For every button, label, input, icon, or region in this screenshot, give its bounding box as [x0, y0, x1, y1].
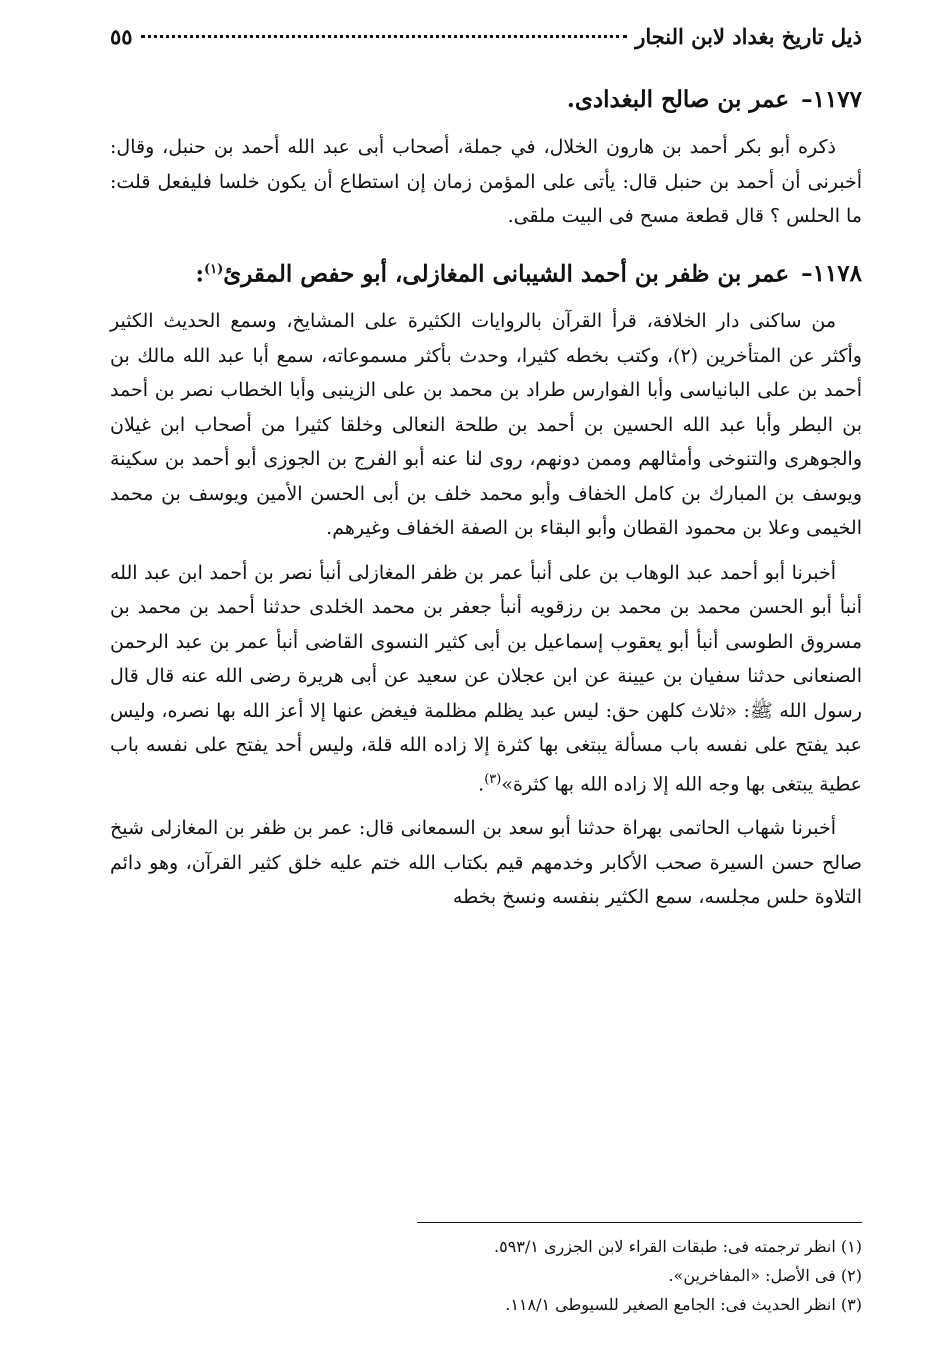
- footnotes: [110, 1232, 862, 1319]
- entry-title: عمر بن صالح البغدادى.: [566, 86, 790, 113]
- book-title: ذيل تاريخ بغداد لابن النجار: [635, 24, 862, 49]
- page-number: ٥٥: [110, 24, 133, 49]
- paragraph-biography: [110, 304, 862, 546]
- hadith-text: أخبرنا أبو أحمد عبد الوهاب بن على أنبأ عمر بن ظفر المغازلى أنبأ نصر بن أحمد ابن عبد الله أنبأ أبو الحسن محمد بن محمد بن رزقويه أنبأ جعفر بن محمد الخلدى حدثنا أحمد بن محمد بن مسروق الطوسى أنبأ أبو يعقوب إسماعيل بن أبى كثير النسوى القاضى أنبأ عمر بن عبد الرحمن الصنعانى حدثنا سفيان بن عيينة عن ابن عجلان عن سعيد عن أبى هريرة رضى الله عنه قال قال رسول الله ﷺ: «ثلاث كلهن حق: ليس عبد يظلم مظلمة فيغض عنها إلا أعز الله بها نصره، وليس عبد يفتح على نفسه باب مسألة يبتغى بها كثرة إلا زاده الله قلة، وليس أحد يفتح على نفسه باب عطية يبتغى بها وجه الله إلا زاده الله بها كثرة»: [110, 561, 862, 795]
- footnote-separator: [417, 1222, 862, 1223]
- footnote-1: (١) انظر ترجمته فى: طبقات القراء لابن الجزرى ٥٩٣/١.: [494, 1237, 862, 1256]
- footnote-2: (٢) فى الأصل: «المفاخرين».: [668, 1266, 862, 1285]
- hadith-end: .: [478, 772, 485, 795]
- paragraph-samani: أخبرنا شهاب الحاتمى بهراة حدثنا أبو سعد بن السمعانى قال: عمر بن ظفر بن المغازلى شيخ صالح حسن السيرة صحب الأكابر وخدمهم قيم بكتاب الله ختم عليه خلق كثير القرآن، وهو دائم التلاوة حلس مجلسه، سمع الكثير بنفسه ونسخ بخطه: [110, 817, 862, 909]
- running-header: [110, 24, 862, 64]
- entry-heading-1178: [110, 252, 862, 293]
- entry-title: عمر بن ظفر بن أحمد الشيبانى المغازلى، أبو حفص المقرئ: [223, 260, 790, 288]
- paragraph-hadith: [110, 556, 862, 802]
- paragraph-khallal: ذكره أبو بكر أحمد بن هارون الخلال، في جملة، أصحاب أبى عبد الله أحمد بن حنبل، وقال: أخبرنى أن أحمد بن حنبل قال: يأتى على المؤمن زمان إن استطاع أن يكون خلسا فليفعل قلت: ما الحلس ؟ قال قطعة مسح فى البيت ملقى.: [110, 136, 862, 227]
- header-leader-dots: [141, 35, 628, 38]
- biography-text-a: من ساكنى دار الخلافة، قرأ القرآن بالروايات الكثيرة على المشايخ، وسمع الحديث الكثير وأكثر عن المتأخرين: [110, 310, 862, 367]
- footnote-ref-1: (١): [203, 261, 224, 277]
- footnote-3: (٣) انظر الحديث فى: الجامع الصغير للسيوطى ١١٨/١.: [505, 1295, 862, 1314]
- entry-number: ١١٧٨–: [801, 260, 862, 288]
- footnote-ref-2: (٢): [673, 344, 699, 367]
- entry-colon: :: [195, 260, 204, 288]
- biography-text-b: ، وكتب بخطه كثيرا، وحدث بأكثر مسموعاته، سمع أبا عبد الله مالك بن أحمد بن على البانياسى وأبا الفوارس طراد بن محمد بن على الزينبى وأبا الخطاب نصر بن أحمد بن البطر وأبا عبد الله الحسين بن أحمد بن طلحة النعالى وخلقا كثيرا من أصحاب ابن غيلان والجوهرى والتنوخى وأمثالهم وممن دونهم، روى لنا عنه أبو الفرج بن الجوزى أبو أحمد بن سكينة ويوسف بن المبارك بن كامل الخفاف وأبو محمد خلف بن أبى الحسن الأمين ويوسف بن محمد الخيمى وعلا بن محمود القطان وأبو البقاء بن الصفة الخفاف وغيرهم.: [110, 344, 862, 540]
- book-page: [110, 24, 862, 1344]
- entry-number: ١١٧٧–: [801, 86, 862, 113]
- footnote-ref-3: (٣): [484, 771, 502, 787]
- entry-heading-1177: [110, 82, 862, 118]
